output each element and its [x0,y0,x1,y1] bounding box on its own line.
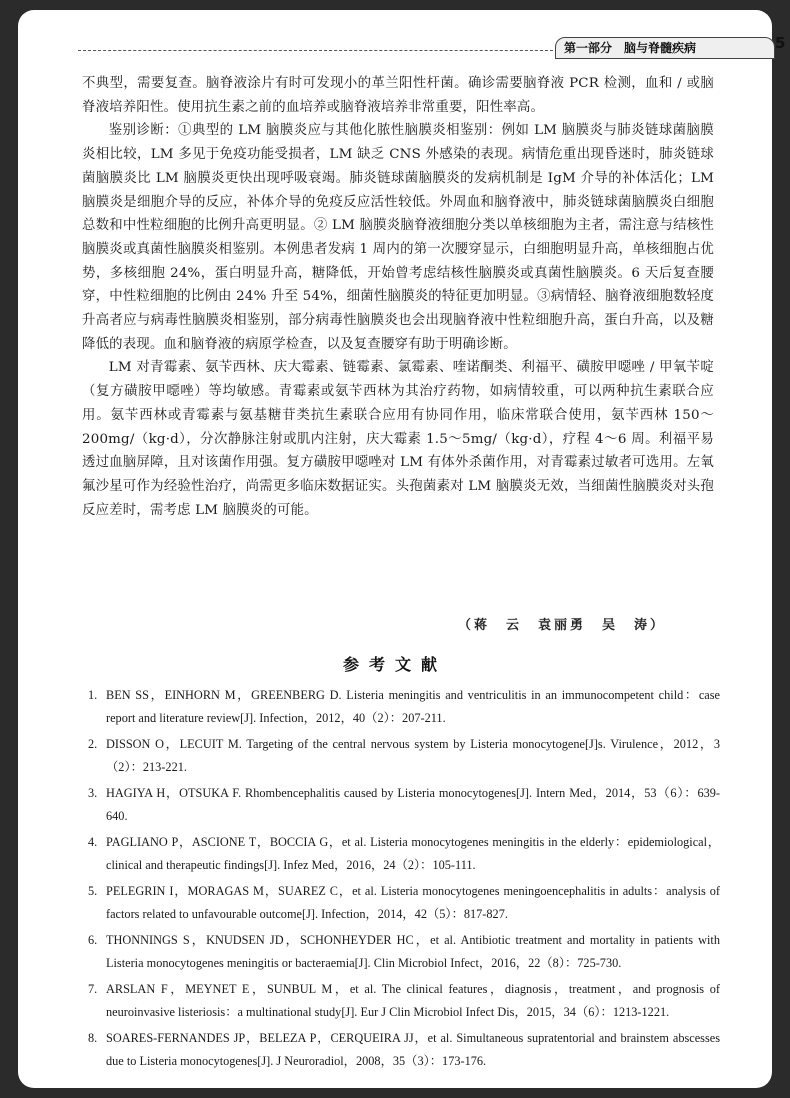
reference-number: 6. [88,933,98,947]
reference-number: 8. [88,1031,98,1045]
reference-item [88,978,720,1023]
reference-text: HAGIYA H，OTSUKA F. Rhombencephalitis caused by Listeria monocytogenes[J]. Intern Med，2014，53（6）：639-640. [106,786,720,823]
reference-list [88,684,720,1076]
reference-text: PAGLIANO P，ASCIONE T，BOCCIA G，et al. Listeria monocytogenes meningitis in the elderly：epidemiological，clinical and therapeutic findings[J]. Infez Med，2016，24（2）：105-111. [106,835,720,872]
body-text [82,72,714,522]
page-number: 5 [775,34,786,52]
page-header [78,28,786,68]
section-title: 第一部分 脑与脊髓疾病 [564,41,697,55]
reference-item [88,929,720,974]
reference-number: 7. [88,982,98,996]
reference-text: ARSLAN F，MEYNET E，SUNBUL M，et al. The clinical features，diagnosis，treatment，and prognosis of neuroinvasive listeriosis：a multinational study[J]. Eur J Clin Microbiol Infect Dis，2015，34（6）：1213-1221. [106,982,720,1019]
reference-item [88,782,720,827]
paragraph: LM 对青霉素、氨苄西林、庆大霉素、链霉素、氯霉素、喹诺酮类、利福平、磺胺甲噁唑 / 甲氧苄啶（复方磺胺甲噁唑）等均敏感。青霉素或氨苄西林为其治疗药物，如病情较重，可以两种抗生素联合应用。氨苄西林或青霉素与氨基糖苷类抗生素联合应用有协同作用，临床常联合使用，氨苄西林 150～200mg/（kg·d），分次静脉注射或肌内注射，庆大霉素 1.5～5mg/（kg·d），疗程 4～6 周。利福平易透过血脑屏障，且对该菌作用强。复方磺胺甲噁唑对 LM 有体外杀菌作用，对青霉素过敏者可选用。左氧氟沙星可作为经验性治疗，尚需更多临床数据证实。头孢菌素对 LM 脑膜炎无效，当细菌性脑膜炎对头孢反应差时，需考虑 LM 脑膜炎的可能。 [82,360,714,518]
reference-number: 4. [88,835,98,849]
reference-item [88,880,720,925]
paragraph: 不典型，需要复查。脑脊液涂片有时可发现小的革兰阳性杆菌。确诊需要脑脊液 PCR 检测，血和 / 或脑脊液培养阳性。使用抗生素之前的血培养或脑脊液培养非常重要，阳性率高。 [82,76,714,115]
reference-text: PELEGRIN I，MORAGAS M，SUAREZ C，et al. Listeria monocytogenes meningoencephalitis in adults：analysis of factors related to unfavourable outcome[J]. Infection，2014，42（5）：817-827. [106,884,720,921]
reference-item [88,831,720,876]
reference-number: 1. [88,688,98,702]
header-dotted-rule [78,50,553,51]
reference-text: DISSON O，LECUIT M. Targeting of the central nervous system by Listeria monocytogene[J]s. Virulence，2012，3（2）：213-221. [106,737,720,774]
reference-text: SOARES-FERNANDES JP，BELEZA P，CERQUEIRA JJ，et al. Simultaneous supratentorial and brainstem abscesses due to Listeria monocytogenes[J]. J Neuroradiol，2008，35（3）：173-176. [106,1031,720,1068]
document-page [18,10,786,1088]
reference-item [88,1027,720,1072]
reference-text: THONNINGS S，KNUDSEN JD，SCHONHEYDER HC，et al. Antibiotic treatment and mortality in patients with Listeria monocytogenes meningitis or bacteraemia[J]. Clin Microbiol Infect，2016，22（8）：725-730. [106,933,720,970]
references-heading: 参考文献 [342,655,447,674]
reference-item [88,733,720,778]
reference-item [88,684,720,729]
reference-number: 3. [88,786,98,800]
paragraph: 鉴别诊断：①典型的 LM 脑膜炎应与其他化脓性脑膜炎相鉴别：例如 LM 脑膜炎与肺炎链球菌脑膜炎相比较，LM 多见于免疫功能受损者，LM 缺乏 CNS 外感染的表现。病情危重出现昏迷时，肺炎链球菌脑膜炎比 LM 脑膜炎更快出现呼吸衰竭。肺炎链球菌脑膜炎的发病机制是 IgM 介导的补体活化；LM 脑膜炎是细胞介导的反应，补体介导的免疫反应活性较低。外周血和脑脊液中，肺炎链球菌脑膜炎白细胞总数和中性粒细胞的比例升高更明显。② LM 脑膜炎脑脊液细胞分类以单核细胞为主者，需注意与结核性脑膜炎或真菌性脑膜炎相鉴别。本例患者发病 1 周内的第一次腰穿显示，白细胞明显升高，单核细胞占优势，多核细胞 24%，蛋白明显升高，糖降低，开始曾考虑结核性脑膜炎或真菌性脑膜炎。6 天后复查腰穿，中性粒细胞的比例由 24% 升至 54%，细菌性脑膜炎的特征更加明显。③病情轻、脑脊液细胞数轻度升高者应与病毒性脑膜炎相鉴别，部分病毒性脑膜炎也会出现脑脊液中性粒细胞升高，蛋白升高，以及糖降低的表现。血和脑脊液的病原学检查，以及复查腰穿有助于明确诊断。 [82,123,714,352]
reference-number: 5. [88,884,98,898]
reference-number: 2. [88,737,98,751]
section-tab [555,37,775,59]
reference-text: BEN SS，EINHORN M，GREENBERG D. Listeria meningitis and ventriculitis in an immunocompetent child：case report and literature review[J]. Infection，2012，40（2）：207-211. [106,688,720,725]
authors-line: （蒋 云 袁丽勇 吴 涛） [458,618,667,633]
